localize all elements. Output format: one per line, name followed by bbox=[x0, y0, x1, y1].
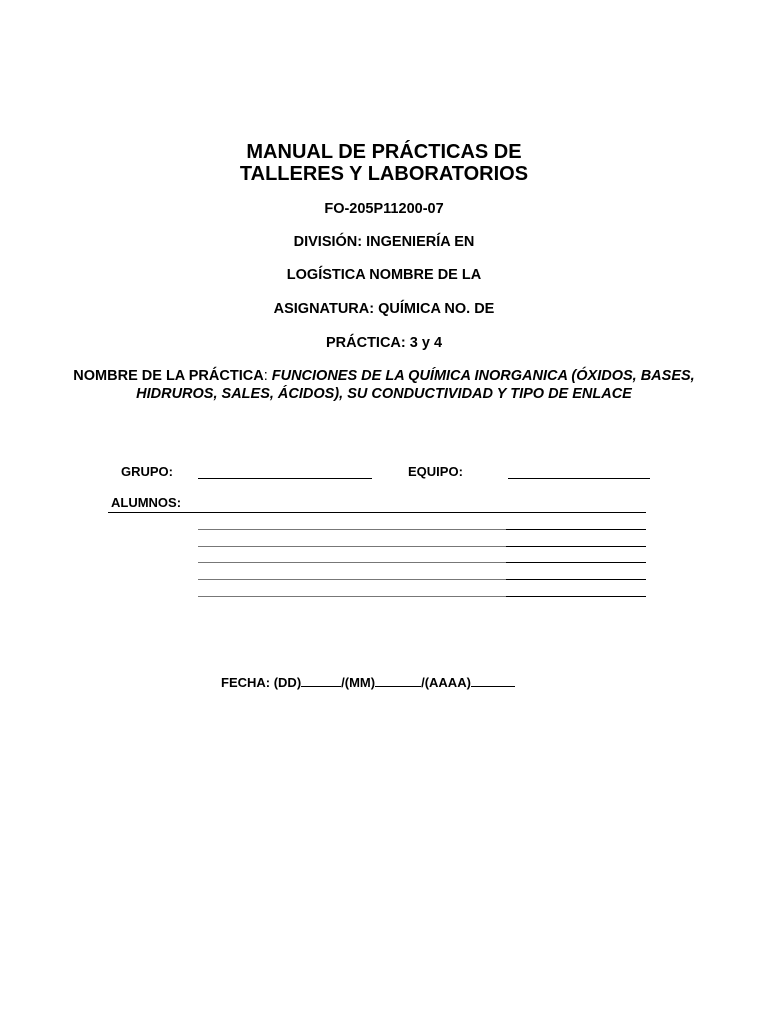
alumnos-label: ALUMNOS: bbox=[111, 495, 182, 510]
equipo-label: EQUIPO: bbox=[408, 464, 463, 479]
alumno-name-line-5[interactable] bbox=[198, 579, 506, 580]
division-line: DIVISIÓN: INGENIERÍA EN bbox=[293, 234, 475, 250]
fecha-aaaa-label: /(AAAA) bbox=[421, 675, 471, 690]
alumnos-field-line-1[interactable] bbox=[108, 512, 646, 513]
alumno-id-line-6[interactable] bbox=[506, 596, 646, 597]
grupo-field-line[interactable] bbox=[198, 478, 372, 479]
asignatura-line: ASIGNATURA: QUÍMICA NO. DE bbox=[273, 301, 495, 317]
fecha-row bbox=[221, 673, 515, 691]
alumno-id-line-2[interactable] bbox=[506, 529, 646, 530]
fecha-mm-blank[interactable] bbox=[375, 673, 421, 687]
alumno-id-line-4[interactable] bbox=[506, 562, 646, 563]
fecha-dd-blank[interactable] bbox=[301, 673, 341, 687]
practice-name-colon: : bbox=[263, 368, 268, 384]
alumno-id-line-5[interactable] bbox=[506, 579, 646, 580]
alumno-name-line-6[interactable] bbox=[198, 596, 506, 597]
alumno-name-line-4[interactable] bbox=[198, 562, 506, 563]
practica-number-line: PRÁCTICA: 3 y 4 bbox=[325, 335, 443, 351]
logistica-line: LOGÍSTICA NOMBRE DE LA bbox=[286, 267, 482, 283]
equipo-field-line[interactable] bbox=[508, 478, 650, 479]
fecha-mm-label: /(MM) bbox=[341, 675, 376, 690]
alumno-name-line-2[interactable] bbox=[198, 529, 506, 530]
grupo-label: GRUPO: bbox=[121, 464, 173, 479]
alumno-id-line-3[interactable] bbox=[506, 546, 646, 547]
practice-name bbox=[60, 367, 708, 403]
practice-name-label: NOMBRE DE LA PRÁCTICA bbox=[73, 368, 264, 384]
alumno-name-line-3[interactable] bbox=[198, 546, 506, 547]
fecha-aaaa-blank[interactable] bbox=[471, 673, 515, 687]
document-title-line1: MANUAL DE PRÁCTICAS DE bbox=[246, 141, 522, 163]
fecha-dd-label: FECHA: (DD) bbox=[221, 675, 302, 690]
form-code: FO-205P11200-07 bbox=[324, 201, 444, 217]
document-title-line2: TALLERES Y LABORATORIOS bbox=[239, 163, 529, 185]
practice-name-value: FUNCIONES DE LA QUÍMICA INORGANICA (ÓXIDOS, BASES, HIDRUROS, SALES, ÁCIDOS), SU CONDUCTIVIDAD Y TIPO DE ENLACE bbox=[136, 368, 695, 402]
